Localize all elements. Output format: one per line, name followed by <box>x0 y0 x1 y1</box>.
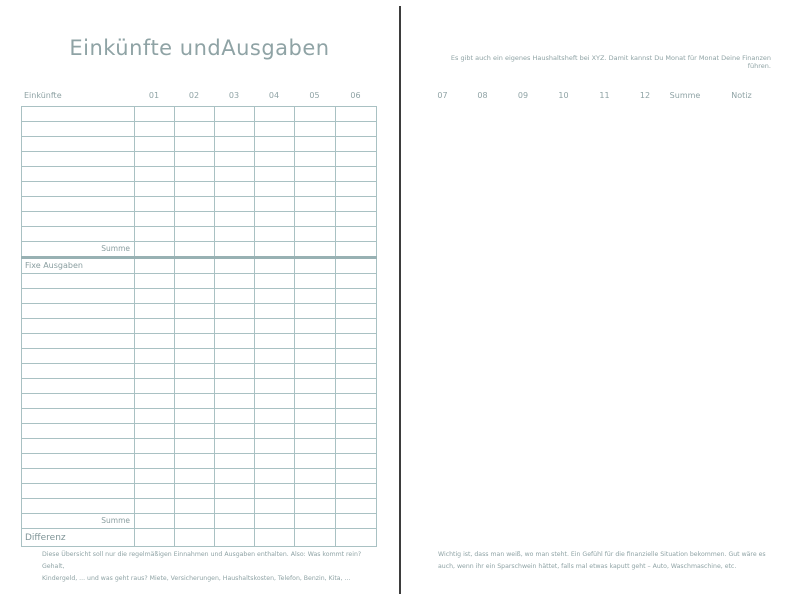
amount-cell[interactable] <box>135 454 175 469</box>
amount-cell[interactable] <box>215 439 255 454</box>
table-row <box>22 167 377 182</box>
amount-cell[interactable] <box>215 289 255 304</box>
table-row <box>22 349 377 364</box>
amount-cell[interactable] <box>135 334 175 349</box>
amount-cell[interactable] <box>135 514 175 529</box>
amount-cell[interactable] <box>175 424 215 439</box>
amount-cell[interactable] <box>135 197 175 212</box>
month-header: 06 <box>350 91 361 100</box>
amount-cell[interactable] <box>336 424 377 439</box>
table-row <box>22 304 377 319</box>
income-column-header: Einkünfte <box>24 91 62 100</box>
amount-cell[interactable] <box>135 212 175 227</box>
amount-cell[interactable] <box>295 364 336 379</box>
amount-cell[interactable] <box>255 499 295 514</box>
sum-column-header: Summe <box>669 91 701 100</box>
amount-cell[interactable] <box>215 394 255 409</box>
amount-cell[interactable] <box>295 499 336 514</box>
amount-cell[interactable] <box>295 182 336 197</box>
table-row <box>22 182 377 197</box>
amount-cell[interactable] <box>175 469 215 484</box>
entry-label-cell[interactable] <box>22 167 135 182</box>
amount-cell[interactable] <box>336 334 377 349</box>
amount-cell[interactable] <box>295 122 336 137</box>
amount-cell[interactable] <box>295 319 336 334</box>
amount-cell[interactable] <box>255 439 295 454</box>
amount-cell[interactable] <box>215 137 255 152</box>
amount-cell[interactable] <box>135 258 175 274</box>
amount-cell[interactable] <box>336 349 377 364</box>
entry-label-cell[interactable] <box>22 137 135 152</box>
entry-label-cell[interactable] <box>22 182 135 197</box>
entry-label-cell[interactable] <box>22 364 135 379</box>
entry-label-cell[interactable] <box>22 304 135 319</box>
amount-cell[interactable] <box>336 227 377 242</box>
amount-cell[interactable] <box>255 258 295 274</box>
amount-cell[interactable] <box>215 227 255 242</box>
amount-cell[interactable] <box>295 274 336 289</box>
amount-cell[interactable] <box>135 274 175 289</box>
amount-cell[interactable] <box>215 334 255 349</box>
amount-cell[interactable] <box>336 152 377 167</box>
amount-cell[interactable] <box>215 424 255 439</box>
amount-cell[interactable] <box>175 137 215 152</box>
table-row <box>22 197 377 212</box>
amount-cell[interactable] <box>255 274 295 289</box>
amount-cell[interactable] <box>295 242 336 258</box>
amount-cell[interactable] <box>295 197 336 212</box>
month-header: 11 <box>599 91 610 100</box>
table-row <box>22 289 377 304</box>
amount-cell[interactable] <box>175 289 215 304</box>
entry-label-cell[interactable] <box>22 424 135 439</box>
amount-cell[interactable] <box>295 409 336 424</box>
entry-label-cell[interactable] <box>22 349 135 364</box>
amount-cell[interactable] <box>135 167 175 182</box>
entry-label-cell[interactable] <box>22 334 135 349</box>
amount-cell[interactable] <box>175 152 215 167</box>
amount-cell[interactable] <box>135 409 175 424</box>
amount-cell[interactable] <box>175 304 215 319</box>
month-header: 08 <box>477 91 488 100</box>
amount-cell[interactable] <box>135 304 175 319</box>
table-row <box>22 227 377 242</box>
amount-cell[interactable] <box>135 439 175 454</box>
footer-line: Kindergeld, ... und was geht raus? Miete, Versicherungen, Haushaltskosten, Telefon, Benzin, Kita, ... <box>42 575 351 582</box>
footer-note <box>438 549 768 573</box>
amount-cell[interactable] <box>255 122 295 137</box>
table-row <box>22 334 377 349</box>
table-row <box>22 424 377 439</box>
amount-cell[interactable] <box>255 364 295 379</box>
amount-cell[interactable] <box>215 304 255 319</box>
amount-cell[interactable] <box>215 182 255 197</box>
amount-cell[interactable] <box>215 469 255 484</box>
amount-cell[interactable] <box>255 197 295 212</box>
table-row <box>22 484 377 499</box>
amount-cell[interactable] <box>255 152 295 167</box>
amount-cell[interactable] <box>215 319 255 334</box>
note-column-header: Notiz <box>731 91 752 100</box>
amount-cell[interactable] <box>215 274 255 289</box>
amount-cell[interactable] <box>336 439 377 454</box>
table-row <box>22 499 377 514</box>
amount-cell[interactable] <box>135 152 175 167</box>
left-page <box>0 0 399 600</box>
amount-cell[interactable] <box>295 107 336 122</box>
amount-cell[interactable] <box>135 394 175 409</box>
table-row <box>22 319 377 334</box>
amount-cell[interactable] <box>255 242 295 258</box>
amount-cell[interactable] <box>135 182 175 197</box>
amount-cell[interactable] <box>295 349 336 364</box>
amount-cell[interactable] <box>295 227 336 242</box>
amount-cell[interactable] <box>175 364 215 379</box>
amount-cell[interactable] <box>255 289 295 304</box>
amount-cell[interactable] <box>336 364 377 379</box>
amount-cell[interactable] <box>295 454 336 469</box>
amount-cell[interactable] <box>135 122 175 137</box>
amount-cell[interactable] <box>295 137 336 152</box>
amount-cell[interactable] <box>215 107 255 122</box>
amount-cell[interactable] <box>336 514 377 529</box>
income-sum-label: Summe <box>22 242 135 258</box>
amount-cell[interactable] <box>135 379 175 394</box>
amount-cell[interactable] <box>336 122 377 137</box>
entry-label-cell[interactable] <box>22 469 135 484</box>
amount-cell[interactable] <box>255 107 295 122</box>
amount-cell[interactable] <box>295 258 336 274</box>
amount-cell[interactable] <box>175 334 215 349</box>
month-header: 02 <box>188 91 200 100</box>
amount-cell[interactable] <box>135 469 175 484</box>
amount-cell[interactable] <box>255 394 295 409</box>
amount-cell[interactable] <box>175 379 215 394</box>
amount-cell[interactable] <box>215 484 255 499</box>
page-title: Einkünfte undAusgaben <box>69 36 330 60</box>
amount-cell[interactable] <box>336 167 377 182</box>
amount-cell[interactable] <box>175 242 215 258</box>
month-header: 04 <box>268 91 280 100</box>
entry-label-cell[interactable] <box>22 212 135 227</box>
amount-cell[interactable] <box>295 167 336 182</box>
amount-cell[interactable] <box>295 212 336 227</box>
amount-cell[interactable] <box>215 409 255 424</box>
amount-cell[interactable] <box>135 137 175 152</box>
amount-cell[interactable] <box>336 409 377 424</box>
entry-label-cell[interactable] <box>22 394 135 409</box>
amount-cell[interactable] <box>255 137 295 152</box>
table-row <box>22 454 377 469</box>
amount-cell[interactable] <box>336 197 377 212</box>
amount-cell[interactable] <box>215 499 255 514</box>
amount-cell[interactable] <box>215 152 255 167</box>
right-page <box>401 0 800 600</box>
entry-label-cell[interactable] <box>22 289 135 304</box>
intro-note: Es gibt auch ein eigenes Haushaltsheft bei XYZ. Damit kannst Du Monat für Monat Deine Finanzen führen. <box>450 54 771 70</box>
amount-cell[interactable] <box>135 242 175 258</box>
amount-cell[interactable] <box>255 227 295 242</box>
entry-label-cell[interactable] <box>22 197 135 212</box>
amount-cell[interactable] <box>175 107 215 122</box>
amount-cell[interactable] <box>336 107 377 122</box>
amount-cell[interactable] <box>255 379 295 394</box>
amount-cell[interactable] <box>175 212 215 227</box>
amount-cell[interactable] <box>135 289 175 304</box>
amount-cell[interactable] <box>336 242 377 258</box>
amount-cell[interactable] <box>295 152 336 167</box>
budget-table-left <box>21 106 377 547</box>
table-row <box>22 242 377 258</box>
entry-label-cell[interactable] <box>22 409 135 424</box>
fixed-expenses-label: Fixe Ausgaben <box>22 258 135 274</box>
amount-cell[interactable] <box>295 289 336 304</box>
table-row <box>22 107 377 122</box>
amount-cell[interactable] <box>215 514 255 529</box>
amount-cell[interactable] <box>215 242 255 258</box>
amount-cell[interactable] <box>336 304 377 319</box>
amount-cell[interactable] <box>336 379 377 394</box>
amount-cell[interactable] <box>135 484 175 499</box>
amount-cell[interactable] <box>175 197 215 212</box>
amount-cell[interactable] <box>135 349 175 364</box>
table-row <box>22 514 377 529</box>
amount-cell[interactable] <box>255 469 295 484</box>
month-header: 03 <box>228 91 240 100</box>
amount-cell[interactable] <box>215 122 255 137</box>
footer-note <box>42 549 372 585</box>
amount-cell[interactable] <box>255 304 295 319</box>
amount-cell[interactable] <box>215 258 255 274</box>
amount-cell[interactable] <box>135 529 175 547</box>
amount-cell[interactable] <box>295 484 336 499</box>
amount-cell[interactable] <box>215 349 255 364</box>
amount-cell[interactable] <box>215 379 255 394</box>
amount-cell[interactable] <box>215 197 255 212</box>
amount-cell[interactable] <box>255 454 295 469</box>
amount-cell[interactable] <box>175 258 215 274</box>
amount-cell[interactable] <box>135 499 175 514</box>
amount-cell[interactable] <box>295 439 336 454</box>
month-header: 12 <box>639 91 651 100</box>
table-row <box>22 258 377 274</box>
amount-cell[interactable] <box>255 484 295 499</box>
amount-cell[interactable] <box>336 137 377 152</box>
table-row <box>22 394 377 409</box>
amount-cell[interactable] <box>135 227 175 242</box>
difference-label: Differenz <box>22 529 135 547</box>
amount-cell[interactable] <box>295 424 336 439</box>
amount-cell[interactable] <box>336 394 377 409</box>
table-row <box>22 274 377 289</box>
amount-cell[interactable] <box>215 167 255 182</box>
table-row <box>22 364 377 379</box>
entry-label-cell[interactable] <box>22 319 135 334</box>
amount-cell[interactable] <box>295 469 336 484</box>
amount-cell[interactable] <box>255 424 295 439</box>
month-header: 10 <box>558 91 569 100</box>
amount-cell[interactable] <box>336 258 377 274</box>
month-header: 05 <box>309 91 320 100</box>
entry-label-cell[interactable] <box>22 274 135 289</box>
table-row <box>22 439 377 454</box>
table-row <box>22 212 377 227</box>
amount-cell[interactable] <box>336 529 377 547</box>
amount-cell[interactable] <box>295 334 336 349</box>
amount-cell[interactable] <box>175 394 215 409</box>
amount-cell[interactable] <box>175 454 215 469</box>
entry-label-cell[interactable] <box>22 484 135 499</box>
amount-cell[interactable] <box>175 349 215 364</box>
amount-cell[interactable] <box>295 304 336 319</box>
amount-cell[interactable] <box>336 212 377 227</box>
amount-cell[interactable] <box>215 364 255 379</box>
amount-cell[interactable] <box>255 212 295 227</box>
amount-cell[interactable] <box>295 514 336 529</box>
amount-cell[interactable] <box>175 439 215 454</box>
amount-cell[interactable] <box>135 364 175 379</box>
entry-label-cell[interactable] <box>22 454 135 469</box>
amount-cell[interactable] <box>336 469 377 484</box>
amount-cell[interactable] <box>255 167 295 182</box>
table-row <box>22 122 377 137</box>
entry-label-cell[interactable] <box>22 122 135 137</box>
amount-cell[interactable] <box>175 529 215 547</box>
amount-cell[interactable] <box>215 529 255 547</box>
amount-cell[interactable] <box>255 349 295 364</box>
amount-cell[interactable] <box>336 484 377 499</box>
amount-cell[interactable] <box>255 334 295 349</box>
amount-cell[interactable] <box>336 182 377 197</box>
entry-label-cell[interactable] <box>22 227 135 242</box>
amount-cell[interactable] <box>175 274 215 289</box>
table-row <box>22 137 377 152</box>
amount-cell[interactable] <box>255 409 295 424</box>
amount-cell[interactable] <box>336 274 377 289</box>
amount-cell[interactable] <box>255 529 295 547</box>
amount-cell[interactable] <box>255 319 295 334</box>
entry-label-cell[interactable] <box>22 152 135 167</box>
amount-cell[interactable] <box>175 484 215 499</box>
amount-cell[interactable] <box>255 514 295 529</box>
footer-line: Diese Übersicht soll nur die regelmäßigen Einnahmen und Ausgaben enthalten. Also: Was kommt rein? Gehalt, <box>42 551 362 570</box>
amount-cell[interactable] <box>336 289 377 304</box>
entry-label-cell[interactable] <box>22 439 135 454</box>
amount-cell[interactable] <box>255 182 295 197</box>
table-row <box>22 469 377 484</box>
amount-cell[interactable] <box>135 319 175 334</box>
amount-cell[interactable] <box>295 379 336 394</box>
amount-cell[interactable] <box>175 167 215 182</box>
amount-cell[interactable] <box>295 529 336 547</box>
amount-cell[interactable] <box>295 394 336 409</box>
amount-cell[interactable] <box>336 499 377 514</box>
amount-cell[interactable] <box>175 122 215 137</box>
fixed-sum-label: Summe <box>22 514 135 529</box>
amount-cell[interactable] <box>336 319 377 334</box>
table-row <box>22 409 377 424</box>
month-header: 01 <box>148 91 160 100</box>
amount-cell[interactable] <box>135 424 175 439</box>
table-row <box>22 379 377 394</box>
entry-label-cell[interactable] <box>22 499 135 514</box>
table-row <box>22 152 377 167</box>
entry-label-cell[interactable] <box>22 107 135 122</box>
month-header: 07 <box>437 91 448 100</box>
month-header: 09 <box>517 91 529 100</box>
amount-cell[interactable] <box>175 227 215 242</box>
table-row <box>22 529 377 547</box>
amount-cell[interactable] <box>175 319 215 334</box>
amount-cell[interactable] <box>336 454 377 469</box>
entry-label-cell[interactable] <box>22 379 135 394</box>
amount-cell[interactable] <box>175 409 215 424</box>
amount-cell[interactable] <box>215 212 255 227</box>
amount-cell[interactable] <box>175 499 215 514</box>
amount-cell[interactable] <box>175 514 215 529</box>
amount-cell[interactable] <box>215 454 255 469</box>
footer-line: auch, wenn ihr ein Sparschwein hättet, falls mal etwas kaputt geht – Auto, Waschmaschine, etc. <box>438 563 737 570</box>
footer-line: Wichtig ist, dass man weiß, wo man steht. Ein Gefühl für die finanzielle Situation bekommen. Gut wäre es <box>438 551 766 558</box>
amount-cell[interactable] <box>175 182 215 197</box>
amount-cell[interactable] <box>135 107 175 122</box>
